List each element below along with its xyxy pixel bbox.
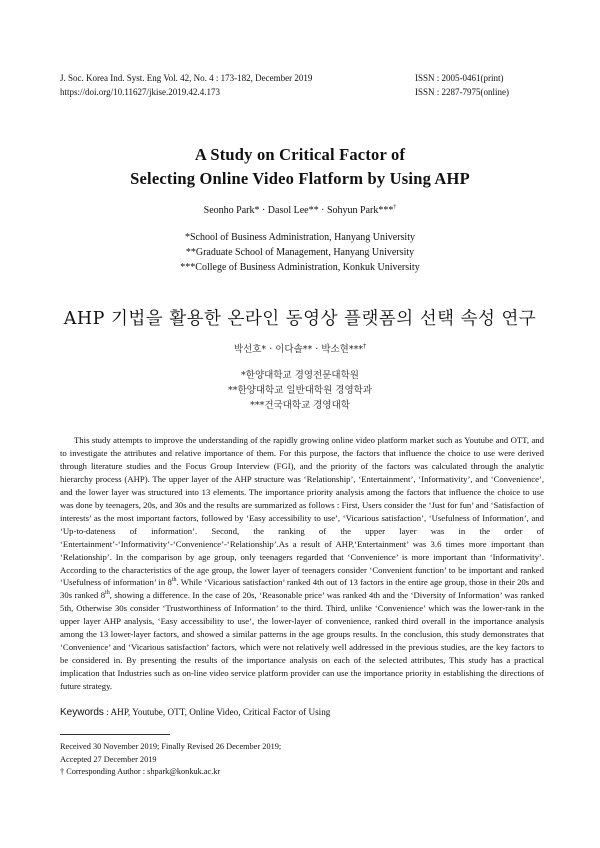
abstract-part-2: . While ‘Vicarious satisfaction’ ranked 4th out of 13 factors in the entire age group, those in their 20s and 30s ranked 8 bbox=[60, 577, 544, 601]
corresponding-mark: † bbox=[393, 204, 397, 211]
footnotes bbox=[60, 741, 281, 779]
abstract-ordinal-1: th bbox=[171, 577, 177, 584]
keywords bbox=[60, 707, 330, 718]
korean-affiliation-2: **한양대학교 일반대학원 경영학과 bbox=[227, 385, 373, 396]
footnote-divider bbox=[60, 734, 170, 735]
title-line-2: Selecting Online Video Flatform by Using AHP bbox=[130, 169, 470, 188]
issn-print: ISSN : 2005-0461(print) bbox=[415, 73, 504, 83]
abstract-part-1: This study attempts to improve the understanding of the rapidly growing online video platform market such as Youtube and OTT, and to investigate the attributes and relative importance of them. For this purpose, the factors that influence the choice to use were derived through literature studies and the Focus Group Interview (FGI), and the priority of the factors was calculated through the analytic hierarchy process (AHP). The upper layer of the AHP structure was ‘Relationship’, ‘Entertainment’, ‘Informativity’, and ‘Convenience’, and the lower layer was structured into 13 elements. The importance priority analysis among the factors that influence the choice to use was done by teenagers, 20s, and 30s and the results are summarized as follows : First, Users consider the ‘Just for fun’ and ‘Satisfaction of interests’ as the most important factors, followed by ‘Easy accessibility to use’, ‘Vicarious satisfaction’, ‘Usefulness of Information’, and ‘Up-to-dateness of information’. Second, the ranking of the upper layer was in the order of ‘Entertainment’-‘Informativity’-‘Convenience’-‘Relationship’.As a result of AHP,‘Entertainment’ was 3.6 times more important than ‘Relationship’. In the comparison by age group, only teenagers regarded that ‘Convenience’ is more important than ‘Informativity’. According to the characteristics of the age group, the lower layer of teenagers consider ‘Convenient function’ to be important and ranked ‘Usefulness of information’ in 8 bbox=[60, 435, 544, 588]
abstract-part-3: , showing a difference. In the case of 20s, ‘Reasonable price’ was ranked 4th and the ‘Diversity of Information’ was ranked 5th, Otherwise 30s consider ‘Trustworthiness of Information’ to the third. Third, unlike ‘Convenience’ which was the lower-rank in the upper layer AHP analysis, ‘Easy accessibility to use’, the lower-layer of convenience, ranked third overall in the importance analysis among the 13 lower-layer factors, and showed a similar patterns in the age groups results. In the conclusion, this study demonstrates that ‘Convenience’ and ‘Vicarious satisfaction’ factors, which were not relatively well addressed in the previous studies, are the key factors to be considered in. By presenting the results of the importance analysis on each of the selected attributes, This study has a practical implication that Industries such as on-line video service platform provider can use the importance priority in establishing the directions of future strategy. bbox=[60, 590, 544, 692]
affiliation-3: ***College of Business Administration, Konkuk University bbox=[180, 262, 420, 273]
author-names: Seonho Park* · Dasol Lee** · Sohyun Park*** bbox=[203, 205, 394, 216]
received-date: Received 30 November 2019; Finally Revised 26 December 2019; bbox=[60, 742, 282, 751]
corresponding-author bbox=[60, 766, 281, 779]
korean-affiliation-3: ***건국대학교 경영대학 bbox=[250, 400, 350, 411]
issn-online: ISSN : 2287-7975(online) bbox=[415, 87, 509, 97]
title-line-1: A Study on Critical Factor of bbox=[194, 145, 406, 164]
journal-header bbox=[60, 71, 312, 99]
korean-title: AHP 기법을 활용한 온라인 동영상 플랫폼의 선택 속성 연구 bbox=[63, 309, 537, 329]
keywords-text: AHP, Youtube, OTT, Online Video, Critical Factor of Using bbox=[110, 707, 331, 717]
affiliation-list bbox=[0, 230, 600, 275]
korean-author-names: 박선호* · 이다솔** · 박소현*** bbox=[233, 344, 364, 355]
corresponding-email[interactable]: Corresponding Author : shpark@konkuk.ac.kr bbox=[64, 767, 221, 776]
paper-title bbox=[0, 143, 600, 191]
keywords-separator: : bbox=[103, 707, 111, 717]
dagger-mark: † bbox=[60, 767, 65, 776]
author-list bbox=[0, 205, 600, 216]
issn-block bbox=[415, 71, 509, 99]
abstract bbox=[60, 434, 544, 693]
abstract-ordinal-2: th bbox=[105, 590, 110, 597]
keywords-label: Keywords bbox=[60, 707, 104, 718]
journal-citation: J. Soc. Korea Ind. Syst. Eng Vol. 42, No. 4 : 173-182, December 2019 bbox=[60, 73, 313, 83]
korean-author-list bbox=[0, 341, 600, 355]
korean-corresponding-mark: † bbox=[363, 342, 367, 350]
korean-affiliation-1: *한양대학교 경영전문대학원 bbox=[241, 370, 359, 381]
korean-affiliation-list bbox=[0, 368, 600, 413]
doi-link[interactable]: https://doi.org/10.11627/jkise.2019.42.4.173 bbox=[60, 87, 221, 97]
accepted-date: Accepted 27 December 2019 bbox=[60, 754, 157, 764]
affiliation-1: *School of Business Administration, Hanyang University bbox=[185, 232, 415, 243]
affiliation-2: **Graduate School of Management, Hanyang University bbox=[185, 247, 415, 258]
